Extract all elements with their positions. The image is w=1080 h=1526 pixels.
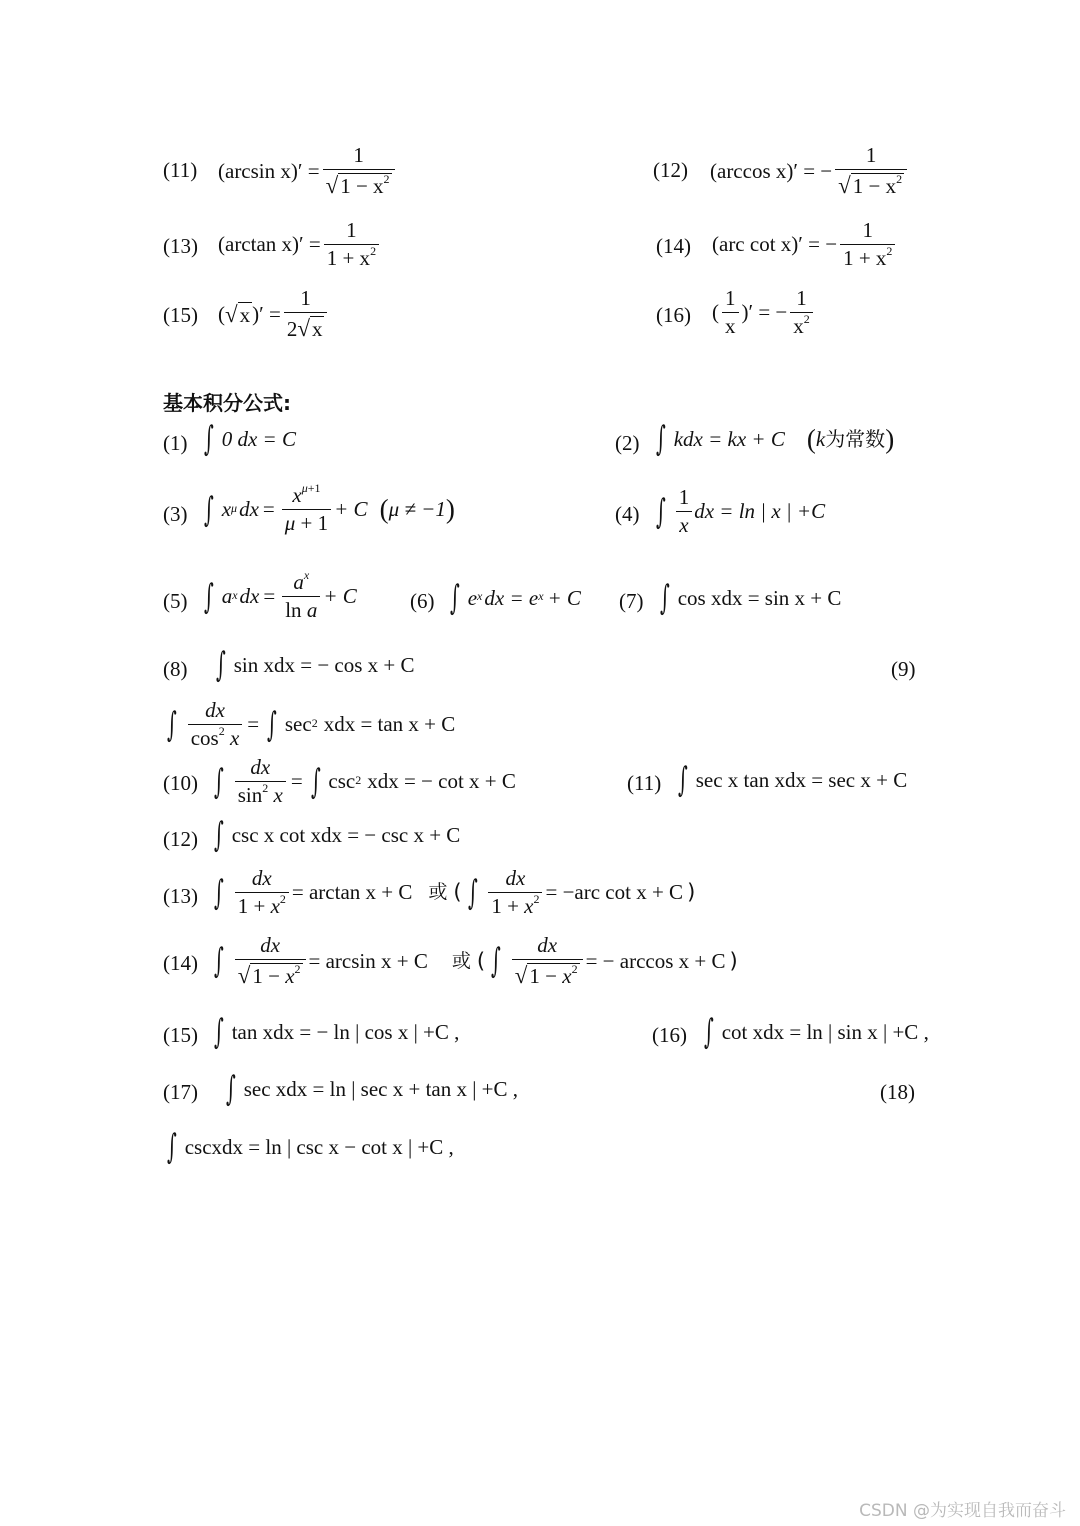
fraction: $\frac{1}{x}$: [722, 288, 739, 337]
formula-lhs: (arccos x)′ = −: [710, 158, 833, 183]
integral-sign-icon: ∫: [166, 1127, 177, 1167]
denominator: $1 + x^2$: [324, 244, 379, 269]
integral-sign-icon: ∫: [655, 419, 666, 459]
integral-formula-4: ∫ $\frac{1}{x}$ dx = ln | x | +C: [655, 485, 826, 537]
integral-formula-9: ∫ $\frac{dx}{\cos^2 x}$ = ∫ sec $^2$ xdx = tan x + C: [166, 698, 456, 750]
deriv-formula-16: ( $\frac{1}{x}$ )′ = − $\frac{1}{x^2}$: [712, 288, 816, 337]
integral-sign-icon: ∫: [449, 578, 460, 618]
fraction: [840, 220, 895, 269]
fraction: [835, 145, 907, 197]
integral-number-4: (4): [615, 502, 640, 526]
integral-sign-icon: ∫: [213, 815, 224, 855]
integral-sign-icon: ∫: [467, 872, 478, 913]
deriv-formula-14: [712, 220, 898, 269]
integral-number-11: (11): [627, 771, 662, 795]
integral-formula-8: ∫ sin xdx = − cos x + C: [215, 645, 415, 685]
integral-formula-6: ∫ e $^x$ dx = e $^x$ + C: [449, 578, 581, 618]
integral-formula-3: ∫ x $^\mu$ dx = $\frac{x^{\mu+1}}{\mu + 1}$ + C ( μ ≠ −1 ): [203, 481, 455, 535]
deriv-number-16: (16): [656, 303, 691, 327]
integral-number-10: (10): [163, 771, 198, 795]
integral-formula-1: ∫ 0 dx = C: [203, 419, 296, 459]
deriv-formula-12: [710, 145, 910, 197]
integral-sign-icon: ∫: [225, 1069, 236, 1109]
formula-lhs: (arc cot x)′ = −: [712, 232, 838, 256]
integral-formula-12: ∫ csc x cot xdx = − csc x + C: [213, 815, 461, 855]
deriv-number-12: (12): [653, 158, 688, 182]
integral-number-16: (16): [652, 1023, 687, 1047]
integral-number-6: (6): [410, 589, 435, 613]
integral-sign-icon: ∫: [213, 941, 224, 982]
integral-formula-18: ∫ cscxdx = ln | csc x − cot x | +C ,: [166, 1127, 454, 1167]
integral-sign-icon: ∫: [213, 761, 224, 802]
integral-number-12: (12): [163, 827, 198, 851]
integral-sign-icon: ∫: [203, 576, 214, 617]
integral-number-3: (3): [163, 502, 188, 526]
integral-number-14: (14): [163, 951, 198, 975]
integral-sign-icon: ∫: [491, 941, 501, 982]
deriv-number-15: (15): [163, 303, 198, 327]
integral-number-13: (13): [163, 884, 198, 908]
integral-formula-17: ∫ sec xdx = ln | sec x + tan x | +C ,: [225, 1069, 519, 1109]
deriv-formula-15: ( √ x )′ = 1 2 √ x: [218, 288, 330, 340]
fraction: [324, 220, 379, 269]
integral-sign-icon: ∫: [659, 578, 670, 618]
denominator: $1 + x^2$: [840, 244, 895, 269]
integral-number-2: (2): [615, 431, 640, 455]
integral-formula-10: ∫ $\frac{dx}{\sin^2 x}$ = ∫ csc $^2$ xdx = − cot x + C: [213, 755, 516, 807]
integral-sign-icon: ∫: [215, 645, 226, 685]
fraction: [323, 145, 395, 197]
integral-number-9: (9): [891, 657, 916, 681]
integral-formula-14: ∫ dx √ $1 - x^2$ = arcsin x + C 或 ( ∫ dx √ $1 - x^2$ = − arccos x + C ): [213, 933, 738, 989]
integral-formula-13: ∫ $\frac{dx}{1 + x^2}$ = arctan x + C 或 ( ∫ $\frac{dx}{1 + x^2}$ = −arc cot x + C ): [213, 866, 696, 918]
section-heading: 基本积分公式:: [163, 391, 291, 415]
integral-sign-icon: ∫: [213, 1012, 224, 1052]
integral-number-8: (8): [163, 657, 188, 681]
deriv-number-13: (13): [163, 234, 198, 258]
integral-formula-2: ∫ kdx = kx + C ( k 为常数 ): [655, 419, 895, 459]
integral-formula-7: ∫ cos xdx = sin x + C: [659, 578, 842, 618]
integral-sign-icon: ∫: [655, 491, 666, 532]
numerator: 1: [346, 218, 357, 242]
integral-sign-icon: ∫: [310, 761, 321, 802]
numerator: 1: [862, 218, 873, 242]
integral-number-18: (18): [880, 1080, 915, 1104]
deriv-number-14: (14): [656, 234, 691, 258]
integral-sign-icon: ∫: [677, 760, 688, 800]
fraction: $\frac{1}{x^2}$: [790, 288, 813, 337]
formula-lhs: (arcsin x)′ =: [218, 158, 320, 183]
watermark: CSDN @为实现自我而奋斗: [859, 1501, 1066, 1521]
integral-formula-16: ∫ cot xdx = ln | sin x | +C ,: [703, 1012, 929, 1052]
integral-formula-11: ∫ sec x tan xdx = sec x + C: [677, 760, 908, 800]
deriv-number-11: (11): [163, 158, 198, 182]
fraction: $\frac{x^{\mu+1}}{\mu + 1}$: [282, 485, 331, 534]
formula-lhs: (arctan x)′ =: [218, 232, 321, 256]
integral-sign-icon: ∫: [213, 872, 224, 913]
denominator: 2 √ x: [284, 312, 328, 340]
integral-sign-icon: ∫: [203, 419, 214, 459]
numerator: 1: [865, 143, 877, 167]
fraction: [284, 288, 328, 340]
denominator: √ $1 - x^2$: [323, 169, 395, 197]
denominator: √ $1 - x^2$: [835, 169, 907, 197]
integral-sign-icon: ∫: [267, 704, 277, 745]
integral-formula-5: ∫ a $^x$ dx = $\frac{a^x}{\text{ln a}}$ + C: [203, 568, 357, 622]
integral-number-15: (15): [163, 1023, 198, 1047]
deriv-formula-11: [218, 145, 398, 197]
integral-number-5: (5): [163, 589, 188, 613]
integral-formula-15: ∫ tan xdx = − ln | cos x | +C ,: [213, 1012, 460, 1052]
integral-sign-icon: ∫: [703, 1012, 714, 1052]
numerator: 1: [353, 143, 364, 167]
integral-number-1: (1): [163, 431, 188, 455]
integral-number-17: (17): [163, 1080, 198, 1104]
integral-number-7: (7): [619, 589, 644, 613]
integral-sign-icon: ∫: [166, 704, 177, 745]
deriv-formula-13: [218, 220, 382, 269]
numerator: 1: [300, 286, 311, 310]
integral-sign-icon: ∫: [203, 489, 214, 530]
